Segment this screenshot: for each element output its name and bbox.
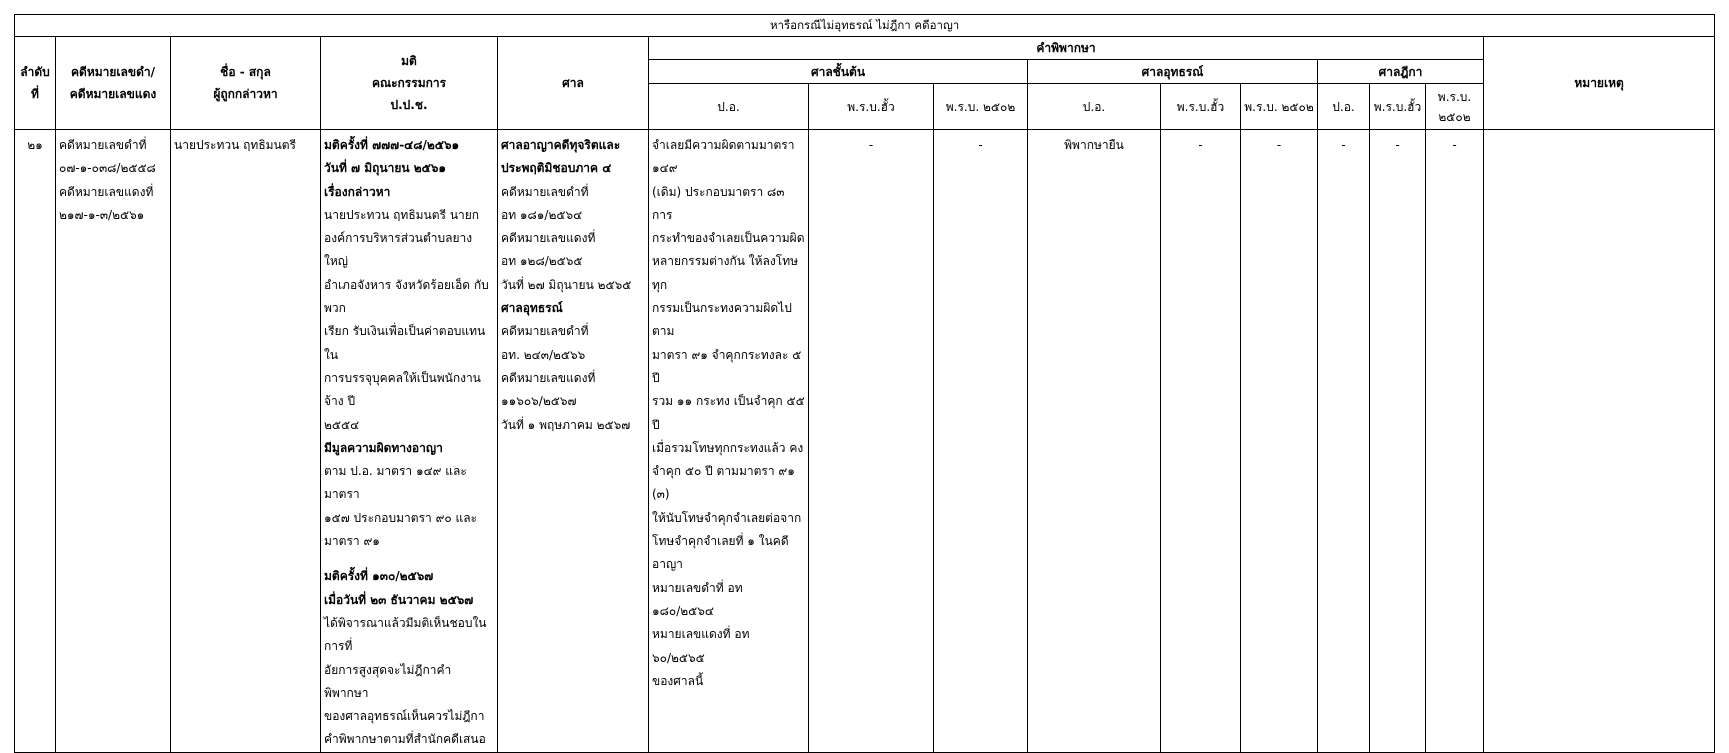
- resolution-line: เมื่อวันที่ ๒๓ ธันวาคม ๒๕๖๗: [324, 592, 474, 607]
- header-supreme-act-b: พ.ร.บ. ๒๕๐๒: [1426, 84, 1484, 130]
- row-first-criminal-code-cell: [649, 130, 809, 753]
- header-appeal-criminal-code: ป.อ.: [1028, 84, 1161, 130]
- resolution-line: อำเภอจังหาร จังหวัดร้อยเอ็ด กับพวก: [324, 277, 489, 316]
- row-appeal-act-a-cell: -: [1161, 130, 1241, 753]
- court-line: วันที่ ๑ พฤษภาคม ๒๕๖๗: [501, 417, 631, 432]
- row-appeal-act-b-cell: -: [1241, 130, 1318, 753]
- court-line: คดีหมายเลขแดงที่: [501, 370, 596, 385]
- judgment-line: หมายเลขดำที่ อท ๑๘๐/๒๕๖๔: [652, 580, 743, 618]
- table-title: หารือกรณีไม่อุทธรณ์ ไม่ฎีกา คดีอาญา: [15, 15, 1715, 37]
- judgment-line: มาตรา ๙๑ จำคุกกระทงละ ๕ ปี: [652, 347, 802, 385]
- resolution-line: มีมูลความผิดทางอาญา: [324, 440, 443, 455]
- resolution-line: คำพิพากษาตามที่สำนักคดีเสนอ: [324, 732, 486, 747]
- court-line: คดีหมายเลขดำที่: [501, 324, 589, 339]
- resolution-line: อัยการสูงสุดจะไม่ฎีกาคำพิพากษา: [324, 662, 452, 700]
- header-court: ศาล: [498, 37, 649, 130]
- header-judgment: คำพิพากษา: [649, 37, 1484, 60]
- judgment-line: ของศาลนี้: [652, 673, 704, 688]
- judgment-line: ให้นับโทษจำคุกจำเลยต่อจาก: [652, 510, 802, 525]
- court-line: อท ๑๒๘/๒๕๖๕: [501, 254, 583, 269]
- judgment-line: โทษจำคุกจำเลยที่ ๑ ในคดีอาญา: [652, 534, 789, 572]
- header-first-criminal-code: ป.อ.: [649, 84, 809, 130]
- resolution-line: ได้พิจารณาแล้วมีมติเห็นชอบในการที่: [324, 615, 487, 654]
- header-appeal-act-a: พ.ร.บ.ฮั้ว: [1161, 84, 1241, 130]
- row-resolution-cell: [321, 130, 498, 753]
- judgment-line: จำคุก ๕๐ ปี ตามมาตรา ๙๑ (๓): [652, 464, 795, 502]
- court-line: อท ๑๘๑/๒๕๖๔: [501, 207, 583, 222]
- header-case-number: คดีหมายเลขดำ/ คดีหมายเลขแดง: [56, 37, 171, 130]
- judgment-line: รวม ๑๑ กระทง เป็นจำคุก ๕๕ ปี: [652, 394, 805, 432]
- court-line: คดีหมายเลขแดงที่: [501, 231, 596, 246]
- header-appeal-act-b: พ.ร.บ. ๒๕๐๒: [1241, 84, 1318, 130]
- court-line: ๑๑๖๐๖/๒๕๖๗: [501, 394, 577, 409]
- judgment-line: จำเลยมีความผิดตามมาตรา ๑๔๙: [652, 138, 795, 176]
- resolution-line: ของศาลอุทธรณ์เห็นควรไม่ฎีกา: [324, 709, 485, 724]
- row-name-cell: นายประทวน ฤทธิมนตรี: [171, 130, 321, 753]
- row-supreme-act-a-cell: -: [1370, 130, 1426, 753]
- resolution-line: วันที่ ๗ มิถุนายน ๒๕๖๑: [324, 161, 446, 176]
- row-first-act-b-cell: -: [934, 130, 1028, 753]
- table-row: [15, 130, 1715, 753]
- judgment-line: เมื่อรวมโทษทุกกระทงแล้ว คง: [652, 440, 804, 455]
- resolution-line: ตาม ป.อ. มาตรา ๑๔๙ และมาตรา: [324, 464, 467, 502]
- court-line: ศาลอาญาคดีทุจริตและ: [501, 138, 621, 152]
- header-court-appeal: ศาลอุทธรณ์: [1028, 60, 1318, 84]
- judgment-line: หมายเลขแดงที่ อท ๖๐/๒๕๖๕: [652, 627, 750, 665]
- resolution-line: เรื่องกล่าวหา: [324, 184, 391, 199]
- header-supreme-act-a: พ.ร.บ.ฮั้ว: [1370, 84, 1426, 130]
- header-first-act-a: พ.ร.บ.ฮั้ว: [809, 84, 934, 130]
- judgment-text: [649, 130, 808, 693]
- judgment-line: (เดิม) ประกอบมาตรา ๘๓ การ: [652, 184, 785, 222]
- row-supreme-act-b-cell: -: [1426, 130, 1484, 753]
- resolution-line: มติครั้งที่ ๑๓๐/๒๕๖๗: [324, 569, 434, 584]
- row-appeal-criminal-code-cell: พิพากษายืน: [1028, 130, 1161, 753]
- resolution-line: องค์การบริหารส่วนตำบลยางใหญ่: [324, 231, 473, 269]
- resolution-line: ๑๕๗ ประกอบมาตรา ๙๐ และ: [324, 510, 478, 525]
- resolution-line: เรียก รับเงินเพื่อเป็นค่าตอบแทนใน: [324, 324, 486, 362]
- court-line: อท. ๒๔๓/๒๕๖๖: [501, 347, 586, 362]
- resolution-text: [321, 130, 497, 752]
- resolution-line: การบรรจุบุคคลให้เป็นพนักงานจ้าง ปี: [324, 370, 481, 409]
- header-resolution: มติ คณะกรรมการ ป.ป.ช.: [321, 37, 498, 130]
- header-name: ชื่อ - สกุล ผู้ถูกกล่าวหา: [171, 37, 321, 130]
- row-case-cell: คดีหมายเลขดำที่ ๐๗-๑-๐๓๘/๒๕๕๘ คดีหมายเลขแดงที่ ๒๑๗-๑-๓/๒๕๖๑: [56, 130, 171, 753]
- resolution-line: มาตรา ๙๑: [324, 534, 380, 549]
- resolution-line: ๒๕๕๔: [324, 417, 360, 432]
- row-no-cell: ๒๑: [15, 130, 56, 753]
- judgment-line: หลายกรรมต่างกัน ให้ลงโทษทุก: [652, 254, 799, 292]
- row-first-act-a-cell: -: [809, 130, 934, 753]
- court-line: คดีหมายเลขดำที่: [501, 184, 589, 199]
- court-line: วันที่ ๒๗ มิถุนายน ๒๕๖๕: [501, 277, 632, 292]
- case-table: [14, 14, 1715, 753]
- row-supreme-criminal-code-cell: -: [1318, 130, 1370, 753]
- judgment-line: กระทำของจำเลยเป็นความผิด: [652, 231, 805, 246]
- court-line: ประพฤติมิชอบภาค ๔: [501, 161, 612, 176]
- resolution-line: [324, 553, 494, 565]
- resolution-line: มติครั้งที่ ๗๗๗-๔๘/๒๕๖๑: [324, 138, 460, 152]
- header-court-first-instance: ศาลชั้นต้น: [649, 60, 1028, 84]
- row-court-cell: [498, 130, 649, 753]
- court-text: [498, 130, 648, 437]
- court-line: ศาลอุทธรณ์: [501, 301, 563, 316]
- judgment-line: กรรมเป็นกระทงความผิดไปตาม: [652, 301, 792, 339]
- header-court-supreme: ศาลฎีกา: [1318, 60, 1484, 84]
- row-remark-cell: [1484, 130, 1715, 753]
- header-no: ลำดับ ที่: [15, 37, 56, 130]
- header-supreme-criminal-code: ป.อ.: [1318, 84, 1370, 130]
- header-remark: หมายเหตุ: [1484, 37, 1715, 130]
- header-first-act-b: พ.ร.บ. ๒๕๐๒: [934, 84, 1028, 130]
- resolution-line: นายประทวน ฤทธิมนตรี นายก: [324, 207, 480, 222]
